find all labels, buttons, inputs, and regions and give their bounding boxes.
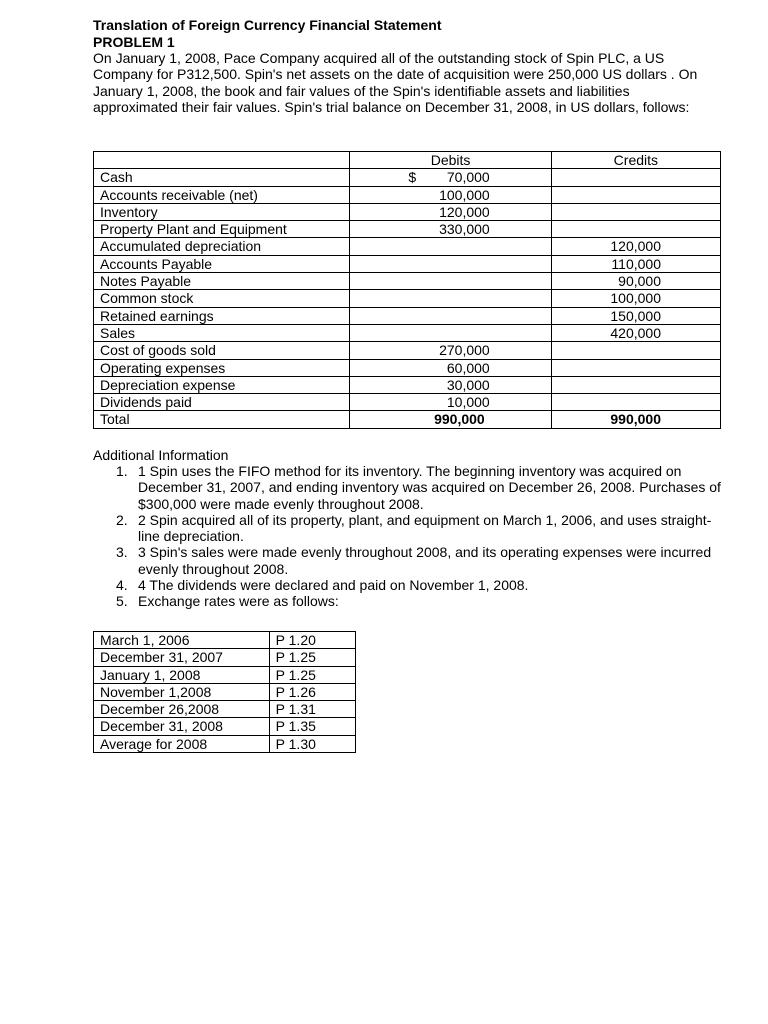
trial-balance-row — [94, 186, 721, 203]
trial-balance-row — [94, 324, 721, 341]
debit-amount: 270,000 — [439, 342, 490, 359]
credit-cell — [551, 324, 720, 341]
exchange-rate-row — [94, 666, 356, 683]
debit-amount: 330,000 — [439, 221, 490, 238]
exchange-rates-table — [93, 631, 356, 753]
credit-amount: 150,000 — [610, 307, 661, 324]
debit-cell — [350, 186, 551, 203]
trial-balance-row — [94, 255, 721, 272]
additional-information-item — [116, 593, 726, 609]
item-number: 5. — [116, 593, 128, 610]
problem-intro-paragraph: On January 1, 2008, Pace Company acquired all of the outstanding stock of Spin PLC, a US Company for P312,500. Spin's net assets on the date of acquisition were 250,000 US dollars . On January 1, 2008, the book and fair values of the Spin's identifiable assets and liabilities approximated their fair values. Spin's trial balance on December 31, 2008, in US dollars, follows: — [93, 50, 698, 115]
item-text: 4 The dividends were declared and paid on November 1, 2008. — [138, 577, 529, 594]
account-name: Accounts Payable — [94, 255, 350, 272]
exchange-rate-value: P 1.31 — [269, 701, 355, 718]
account-name: Dividends paid — [94, 394, 350, 411]
credit-cell — [551, 221, 720, 238]
account-name: Depreciation expense — [94, 376, 350, 393]
item-text: 1 Spin uses the FIFO method for its inventory. The beginning inventory was acquired on December 31, 2007, and ending inventory was acquired on December 26, 2008. Purchases of $300,000 were made evenly throughout 2008. — [138, 463, 721, 512]
document-title: Translation of Foreign Currency Financial Statement — [93, 17, 442, 33]
debit-cell — [350, 169, 551, 186]
additional-information-item — [116, 577, 726, 593]
debit-cell — [350, 376, 551, 393]
credit-amount: 100,000 — [610, 290, 661, 307]
account-name: Common stock — [94, 290, 350, 307]
exchange-rate-date: November 1,2008 — [94, 683, 270, 700]
exchange-rate-date: December 26,2008 — [94, 701, 270, 718]
trial-balance-row — [94, 376, 721, 393]
exchange-rate-value: P 1.25 — [269, 666, 355, 683]
credit-cell — [551, 203, 720, 220]
debit-cell — [350, 238, 551, 255]
additional-information-item — [116, 463, 726, 512]
debit-cell — [350, 255, 551, 272]
total-credit: 990,000 — [610, 411, 661, 428]
credits-header: Credits — [551, 152, 720, 169]
trial-balance-total-row — [94, 411, 721, 428]
credit-cell — [551, 186, 720, 203]
trial-balance-row — [94, 169, 721, 186]
credit-cell — [551, 342, 720, 359]
total-debit: 990,000 — [434, 411, 485, 428]
debit-cell — [350, 221, 551, 238]
debit-cell — [350, 342, 551, 359]
credit-cell — [551, 273, 720, 290]
exchange-rate-date: January 1, 2008 — [94, 666, 270, 683]
credit-cell — [551, 238, 720, 255]
debit-cell — [350, 394, 551, 411]
trial-balance-row — [94, 307, 721, 324]
exchange-rate-row — [94, 701, 356, 718]
debit-cell — [350, 324, 551, 341]
additional-information-heading: Additional Information — [93, 447, 229, 463]
account-name: Notes Payable — [94, 273, 350, 290]
debit-cell — [350, 273, 551, 290]
item-number: 3. — [116, 544, 128, 561]
exchange-rate-value: P 1.35 — [269, 718, 355, 735]
exchange-rate-value: P 1.25 — [269, 649, 355, 666]
item-text: 2 Spin acquired all of its property, plant, and equipment on March 1, 2006, and uses straight-line depreciation. — [138, 511, 712, 545]
account-name: Cost of goods sold — [94, 342, 350, 359]
total-credit-cell — [551, 411, 720, 428]
exchange-rate-date: Average for 2008 — [94, 735, 270, 752]
exchange-rate-row — [94, 632, 356, 649]
debit-amount: 100,000 — [439, 186, 490, 203]
debit-amount: 10,000 — [446, 394, 490, 411]
exchange-rate-row — [94, 718, 356, 735]
exchange-rate-row — [94, 649, 356, 666]
trial-balance-row — [94, 221, 721, 238]
item-number: 1. — [116, 463, 128, 479]
credit-cell — [551, 307, 720, 324]
trial-balance-row — [94, 359, 721, 376]
account-name: Accumulated depreciation — [94, 238, 350, 255]
credit-cell — [551, 394, 720, 411]
item-number: 2. — [116, 511, 128, 528]
debit-cell — [350, 290, 551, 307]
dollar-sign: $ — [408, 169, 417, 186]
credit-amount: 420,000 — [610, 324, 661, 341]
account-name: Property Plant and Equipment — [94, 221, 350, 238]
credit-cell — [551, 359, 720, 376]
total-label: Total — [94, 411, 350, 428]
debit-cell — [350, 307, 551, 324]
credit-cell — [551, 376, 720, 393]
credit-cell — [551, 169, 720, 186]
exchange-rate-date: December 31, 2007 — [94, 649, 270, 666]
debit-cell — [350, 359, 551, 376]
account-name: Cash — [94, 169, 350, 186]
trial-balance-row — [94, 342, 721, 359]
account-header-cell — [94, 152, 350, 169]
item-text: 3 Spin's sales were made evenly throughout 2008, and its operating expenses were incurred evenly throughout 2008. — [138, 544, 712, 577]
credit-cell — [551, 290, 720, 307]
credit-amount: 90,000 — [618, 273, 661, 290]
item-text: Exchange rates were as follows: — [138, 593, 339, 610]
account-name: Accounts receivable (net) — [94, 186, 350, 203]
exchange-rate-value: P 1.30 — [269, 735, 355, 752]
exchange-rate-value: P 1.20 — [269, 632, 355, 649]
credit-cell — [551, 255, 720, 272]
account-name: Operating expenses — [94, 359, 350, 376]
total-debit-cell — [350, 411, 551, 428]
debit-amount: 70,000 — [446, 169, 490, 186]
additional-information-item — [116, 512, 726, 545]
additional-information-item — [116, 544, 726, 577]
exchange-rate-date: December 31, 2008 — [94, 718, 270, 735]
exchange-rate-row — [94, 735, 356, 752]
exchange-rate-date: March 1, 2006 — [94, 632, 270, 649]
credit-amount: 120,000 — [610, 238, 661, 255]
trial-balance-row — [94, 238, 721, 255]
trial-balance-row — [94, 273, 721, 290]
trial-balance-row — [94, 394, 721, 411]
debits-header: Debits — [350, 152, 551, 169]
account-name: Inventory — [94, 203, 350, 220]
account-name: Sales — [94, 324, 350, 341]
problem-heading: PROBLEM 1 — [93, 34, 175, 50]
trial-balance-row — [94, 203, 721, 220]
trial-balance-row — [94, 290, 721, 307]
credit-amount: 110,000 — [611, 255, 661, 272]
debit-amount: 60,000 — [446, 359, 490, 376]
trial-balance-header-row — [94, 152, 721, 169]
debit-cell — [350, 203, 551, 220]
debit-amount: 120,000 — [439, 203, 490, 220]
item-number: 4. — [116, 577, 128, 594]
exchange-rate-value: P 1.26 — [269, 683, 355, 700]
exchange-rate-row — [94, 683, 356, 700]
debit-amount: 30,000 — [446, 376, 490, 393]
account-name: Retained earnings — [94, 307, 350, 324]
additional-information-list — [116, 463, 726, 610]
trial-balance-table — [93, 151, 721, 429]
